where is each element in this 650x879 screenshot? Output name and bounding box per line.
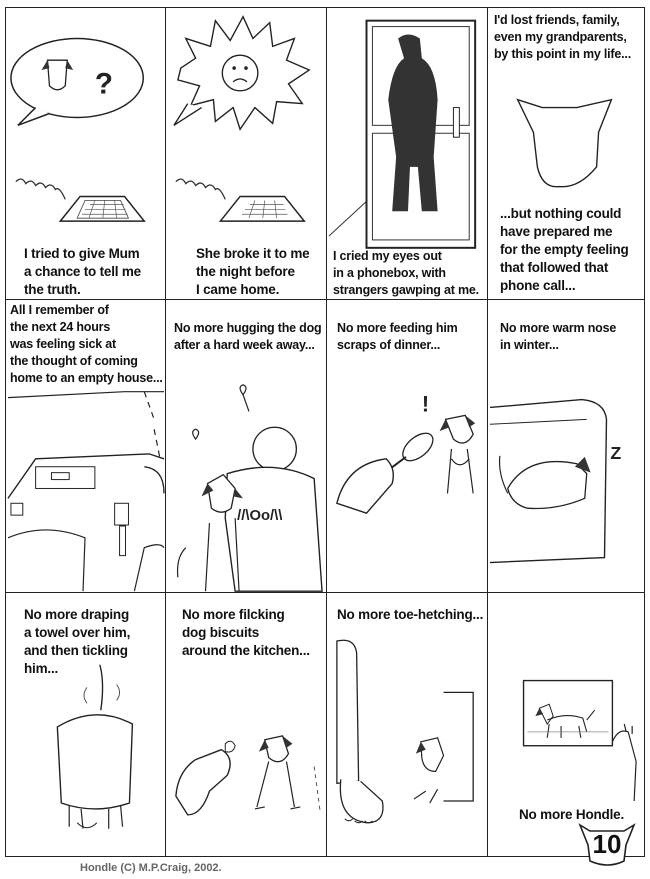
- panel-4-empty-feeling: [487, 7, 645, 300]
- panel-11-caption: No more toe-hetching...: [337, 607, 484, 622]
- panel-4-caption-top: I'd lost friends, family, even my grandparents, by this point in my life...: [494, 13, 631, 61]
- exclamation-mark: !: [421, 391, 430, 417]
- panel-9-caption: No more draping a towel over him, and then tickling him...: [24, 607, 131, 676]
- panel-10-biscuits: [165, 592, 327, 857]
- panel-5-caption: All I remember of the next 24 hours was feeling sick at the thought of coming home to an empty house...: [10, 303, 163, 385]
- snore-z: Z: [610, 442, 622, 463]
- panel-7-scraps: [326, 299, 488, 593]
- panel-6-hug: [165, 299, 327, 593]
- panel-7-caption: No more feeding him scraps of dinner...: [337, 321, 458, 352]
- jacket-lettering: //\Oo/\\: [237, 508, 283, 525]
- panel-3-caption: I cried my eyes out in a phonebox, with strangers gawping at me.: [333, 249, 479, 297]
- toe-hetching-drawing: [327, 593, 487, 856]
- panel-12-caption: No more Hondle.: [519, 807, 625, 822]
- panel-2-caption: She broke it to me the night before I came home.: [196, 246, 310, 297]
- panel-9-towel: [5, 592, 166, 857]
- panel-5-car: [5, 299, 166, 593]
- page-number-badge: [578, 823, 636, 869]
- page-number: 10: [592, 829, 622, 859]
- copyright-credit: Hondle (C) M.P.Craig, 2002.: [80, 862, 222, 874]
- panel-12-no-more-hondle: [487, 592, 645, 857]
- panel-3-phonebox: [326, 7, 488, 300]
- panel-11-toe-hetching: [326, 592, 488, 857]
- panel-1-caption: I tried to give Mum a chance to tell me the truth.: [24, 246, 141, 297]
- panel-8-caption: No more warm nose in winter...: [500, 321, 617, 352]
- panel-8-warm-nose: [487, 299, 645, 593]
- panel-grid: [5, 7, 645, 857]
- panel-6-caption: No more hugging the dog after a hard week away...: [174, 321, 322, 352]
- panel-4-caption-bottom: ...but nothing could have prepared me for the empty feeling that followed that phone call...: [500, 206, 629, 293]
- panel-10-caption: No more filcking dog biscuits around the kitchen...: [182, 607, 310, 658]
- panel-1-phone-call: [5, 7, 166, 300]
- panel-2-broke-news: [165, 7, 327, 300]
- bubble-question-mark: ?: [94, 67, 113, 101]
